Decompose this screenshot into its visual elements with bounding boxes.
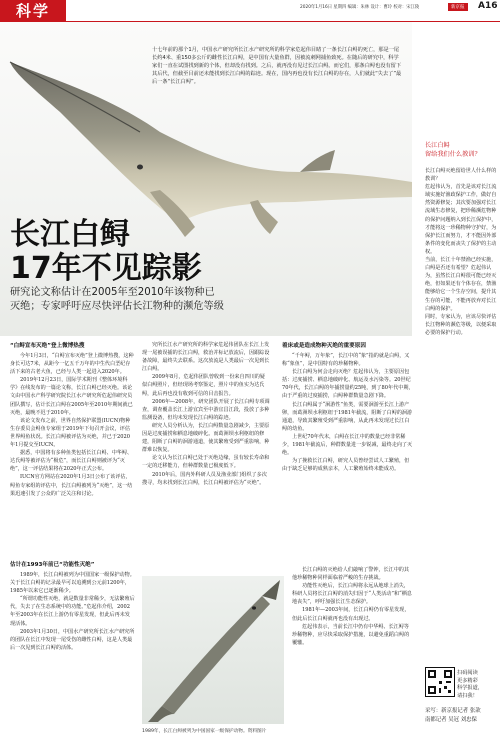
section-tag: 科学 <box>0 0 66 22</box>
headline-line-1: 长江白鲟 <box>10 217 130 252</box>
intro-paragraph: 十七年前的那个1月，中国水产研究所长江水产研究所的科学家危起伟目睹了一条长江白鲟的死亡，那是一尾长约4米、重150多公斤的雌性长江白鲟，是中国有大量鱼群，因被流刺网捕鱼致死。在随后的研究中，科学家们一直在试图找到新的个体，但却没有找到。之后，就再没有见过长江白鲟。而它们，那条白鲟也没有留下其后代，但截至目前还未能找到长江白鲟的踪迹。现在，国内再也没有长江白鲟的存在，人们就此“失去了”最后一条“长江白鲟”。 <box>152 47 402 85</box>
col1-paragraph: 据悉，中国将有多种鱼类包括长江白鲟、中华鲟、达氏鲟等被评估为“极危”，而长江白鲟则被评为“灭绝”，这一评估结果将在2020年正式公布。 <box>10 450 133 473</box>
col3-paragraph: “千年鲟，万年象”，长江中的“象”指的就是白鲟，又称“象鱼”，是中国特有的珍稀物种。 <box>282 353 410 368</box>
col1-paragraph: 今年1月3日，“白鲟宣布灭绝”登上微博热搜，这种身长可达7米，从距今一亿五千万年的中生代白垩纪存活下来的古老大鱼，已经与人类一起进入2020年。 <box>10 353 134 376</box>
qr-caption: 扫码阅读 更多精彩 科学报道， 请扫我！ <box>457 670 483 699</box>
page-number: A16 <box>478 1 498 11</box>
credits-reporter: 采写：新京报记者 张歆 <box>425 708 481 714</box>
article-column-4 <box>292 566 414 721</box>
col2-paragraph: 2006年—2008年，研究团队开展了长江白鲟专项调查，调查覆盖长江上游宜宾至中游宜昌江段，投放了多种监测设备，但均未发现长江白鲟的踪迹。 <box>142 398 270 421</box>
col3-paragraph: 长江白鲟为何会走向灭绝？危起伟认为，主要原因包括：过度捕捞、栖息地破碎化、航运及水污染等。20世纪70年代，长江白鲟的年捕捞量约25吨，到了80年代中期，由于严重的过度捕捞，白鲟种群数量急剧下降。 <box>282 369 414 400</box>
article-column-2 <box>142 341 270 571</box>
col1-paragraph: 2003年1月30日，中国水产研究所长江水产研究所的团队在长江中发现一尾受伤的雌性白鲟，这是人类最后一次见到长江白鲟的活体。 <box>10 628 135 651</box>
subheadline <box>10 286 224 314</box>
col2-paragraph: 2009年8月，危起伟团队曾收到一份来自四川的疑似白鲟照片，但经现场考察鉴定，照片中的鱼实为达氏鲟，此后再也没有收到可信的目击报告。 <box>142 374 265 397</box>
col3-paragraph: 为了挽救长江白鲟，研究人员曾经尝试人工繁殖，但由于缺乏足够的成熟亲本，人工繁殖始终未能成功。 <box>282 458 410 473</box>
col4-paragraph: 功能性灭绝后，长江白鲟将永远从地球上消失，科研人员将长江白鲟的消失归因于“人类活动”和“栖息地丧失”，呼吁加强长江生态保护。 <box>292 583 412 606</box>
qr-code-icon[interactable] <box>425 667 455 697</box>
article-column-3 <box>282 352 414 562</box>
col1-paragraph: IUCN官方网站在2020年1月3日公布了该评估，鲟鱼专家组的评估中，长江白鲟被列为“灭绝”，这一结果迅速引发了公众的广泛关注和讨论。 <box>10 474 133 497</box>
credits-editors: 南都记者 吴冠 刘忠保 <box>425 716 477 723</box>
col2-paragraph: 论文认为长江白鲟已处于灭绝边缘，虽有较长寿命和一定的迁移能力，但种群数量已极度低下。 <box>142 455 270 470</box>
col2-paragraph: 2010年后，国内外科研人员及渔业部门组织了多次搜寻，均未找到长江白鲟，长江白鲟被评估为“灭绝”。 <box>142 471 267 486</box>
fish-photo-icon <box>142 576 284 724</box>
sidebar-title: 长江白鲟 留给我们什么教训？ <box>425 142 481 158</box>
sidebar-body: 长江白鲟灭绝留给世人什么样的教训？ 危起伟认为，首先是该对长江流域实施好渔政保护工作，做好自然资源修复；其次要加强对长江流域生态修复，把珍稀濒危物种的保护问题纳入到长江保护中，才能将这一珍稀物种守护好，为保护长江而努力，才不能因外部条件的变化而丧失了保护的主动权。 当前，长江十年禁渔已经实施，白鲟是否还有希望？危起伟认为，虽然长江白鲟很可能已经灭绝，但如果还有个体存在，禁渔能够给它一个生存空间，提升其生存的可能，不能再放弃对长江白鲟的保护。 同时，专家认为，应该尽快评估长江物种的濒危等级，以便采取必要的保护行动。 <box>425 168 497 336</box>
col3-paragraph: 上世纪70年代末，白鲟在长江中的数量已经非常稀少，1981年截流后，种群数量进一步锐减，最终走向了灭绝。 <box>282 433 413 457</box>
page-meta: 2020年1月16日 星期四 编辑：朱林 设计：曹玲 校对：宋江陵 <box>300 5 420 10</box>
col1-subtitle-2: 估计在1993年前已“功能性灭绝” <box>10 562 95 568</box>
article-column-1b <box>10 571 135 652</box>
col1-paragraph: “所谓功能性灭绝，就是数量非常稀少，无法繁殖后代，失去了在生态系统中的功能。”危起伟介绍，2002年至2003年在长江上游仍有零星发现，但此后再未发现活体。 <box>10 596 135 627</box>
credits <box>425 707 500 724</box>
col1-paragraph: 1989年，长江白鲟被列为中国国家一级保护动物。关于长江白鲟的记录最早可以追溯到公元前1200年，1985年以来它已逐渐稀少。 <box>10 572 135 595</box>
page-header <box>0 0 500 22</box>
hero-banner <box>0 22 412 336</box>
col1-paragraph: 2019年12月23日，国际学术期刊《整体环境科学》在线发布的一篇论文称，长江白鲟已经灭绝。该论文由中国水产科学研究院长江水产研究所危起伟研究员团队撰写，估计长江白鲟在2005年至2010年期间就已灭绝，最晚不迟于2010年。 <box>10 377 133 416</box>
sturgeon-photo <box>142 576 284 724</box>
col1-subtitle: “白鲟宣布灭绝”登上微博热搜 <box>10 343 85 349</box>
subheadline-line-2: 灭绝；专家呼吁应尽快评估长江物种的濒危等级 <box>10 301 224 312</box>
subheadline-line-1: 研究论文称估计在2005年至2010年该物种已 <box>10 287 215 298</box>
headline <box>10 218 202 286</box>
col4-paragraph: 长江白鲟的灭绝给人们敲响了警钟，长江中的其他珍稀物种同样面临着严峻的生存挑战。 <box>292 567 409 582</box>
col4-paragraph: 1981年—2003年间，长江白鲟仍有零星发现，但此后长江白鲟就再也没有出现过。 <box>292 607 410 622</box>
col4-paragraph: 危起伟表示，当前长江中仍有中华鲟、长江鲟等珍稀物种，应尽快采取保护措施，以避免重蹈白鲟的覆辙。 <box>292 623 410 646</box>
photo-caption: 1989年，长江白鲟被列为中国国家一级保护动物。资料图片 <box>142 729 267 734</box>
col1-paragraph: 该论文发布之前，世界自然保护联盟(IUCN)物种生存委员会鲟鱼专家组于2019年下旬召开会议，评估世界鲟鱼状况。长江白鲟被评估为灭绝，并已于2020年1月提交至IUCN。 <box>10 417 131 449</box>
col3-paragraph: 长江白鲟属于“洄游性”鱼类，需要洄游至长江上游产卵，而葛洲坝水利枢纽于1981年截流，阻断了白鲟的洄游通道，导致其繁殖受到严重影响，从此再未发现过长江白鲟的幼鱼。 <box>282 401 413 432</box>
headline-line-2: 17年不见踪影 <box>10 251 202 286</box>
article-column-1 <box>10 352 135 498</box>
paper-badge: 新京报 <box>448 3 468 11</box>
col2-paragraph: 究所长江水产研究所的科学家危起伟团队在长江上发现一尾被误捕的长江白鲟，救治并标记放流后，因跟踪设备故障，最终失去联系。这次放流是人类最后一次见到长江白鲟。 <box>142 342 270 373</box>
col3-subtitle: 着床或是造成物种灭绝的重要原因 <box>282 343 366 349</box>
col2-paragraph: 研究人员分析认为，长江白鲟数量急剧减少，主要原因是过度捕捞和栖息地破碎化。而葛洲坝水利枢纽的修建，阻断了白鲟的洄游通道，使其繁殖受到严重影响，种群难以恢复。 <box>142 422 270 454</box>
